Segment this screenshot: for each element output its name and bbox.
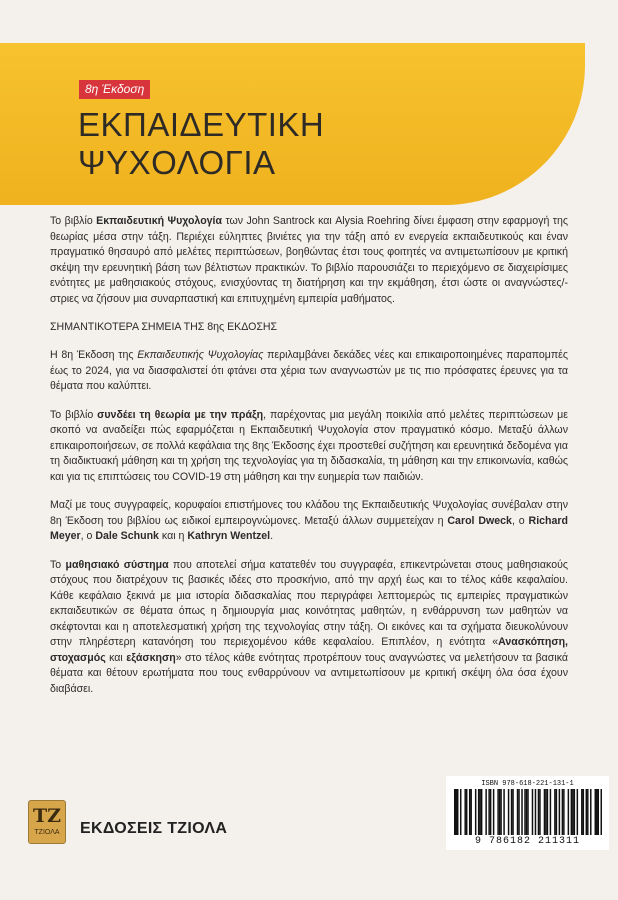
p5-text-a: Το bbox=[50, 558, 66, 571]
contributors-paragraph bbox=[50, 498, 568, 545]
edition-badge: 8η Έκδοση bbox=[79, 80, 150, 99]
ean-digits: 9 786182 211311 bbox=[474, 836, 580, 847]
p3-text-a: Το βιβλίο bbox=[50, 408, 98, 421]
contributor-wentzel: Kathryn Wentzel bbox=[187, 530, 271, 542]
p5-text-c: που αποτελεί σήμα κατατεθέν του συγγραφέα, επικεντρώνεται στους μαθησιακούς στόχους που διατρέχουν τις βασικές ιδέες στο προσκήνιο, από την αρχή έως και το τέλος κάθε κεφαλαίου. Κάθε κεφάλαιο ξεκινά με μια ιστορία διδασκαλίας που περιγράφει λεπτομερώς τις εμπειρίες πραγματικών εκπαιδευτικών σε θέματα όπως η δημιουργία μιας κοινότητας μαθητών, η ενθάρρυνση των μαθητών να σκέφτονται και η αποτελεσματική χρήση της τεχνολογίας στην τάξη. Οι εικόνες και τα σχήματα διευκολύνουν στην πληρέστερη κατανόηση του περιεχομένου κάθε κεφαλαίου. Επιπλέον, η ενότητα « bbox=[50, 558, 568, 648]
description-body bbox=[50, 214, 568, 710]
learning-system-paragraph bbox=[50, 558, 568, 698]
intro-book-title: Εκπαιδευτική Ψυχολογία bbox=[96, 215, 223, 227]
p4-text-e: , ο bbox=[80, 530, 96, 542]
p5-text-e: και bbox=[105, 651, 127, 664]
intro-text-a: Το βιβλίο bbox=[50, 215, 97, 227]
p3-text-c: , παρέχοντας μια μεγάλη ποικιλία από μελέτες περιπτώσεων με σκοπό να αναδείξει πώς εφαρμόζεται η Εκπαιδευτική Ψυχολογία στον πραγματικό κόσμο. Μεταξύ άλλων επικαιροποιήσεων, σε πολλά κεφάλαια της 8ης Έκδοσης έχει προστεθεί συζήτηση και ερευνητικά δεδομένα για τη διαδικτυακή μάθηση και τη χρήση της τεχνολογίας για τη διδασκαλία, τη μάθηση και την επικοινωνία, καθώς και για τις επιπτώσεις του COVID-19 στη μάθηση και την ευημερία των παιδιών. bbox=[50, 408, 569, 483]
p4-text-g: και η bbox=[158, 530, 188, 542]
isbn-number: ISBN 978-618-221-131-1 bbox=[481, 780, 574, 788]
p5-text-g: » στο τέλος κάθε ενότητας προτρέπουν τους αναγνώστες να μελετήσουν τα βασικά θέματα και θέτουν ερωτήματα που τους ενθαρρύνουν να αντιμετωπίσουν με κριτική σκέψη όλα όσα έχουν διαβάσει. bbox=[50, 651, 568, 695]
p3-bold-phrase: συνδέει τη θεωρία με την πράξη bbox=[97, 408, 264, 421]
barcode-bars bbox=[454, 789, 602, 835]
p4-text-c: , ο bbox=[511, 514, 529, 527]
logo-monogram: ΤΖ bbox=[32, 805, 61, 827]
book-title-line-1: ΕΚΠΑΙΔΕΥΤΙΚΗ bbox=[78, 106, 325, 143]
intro-text-c: των John Santrock και Alysia Roehring δίνει έμφαση στην εφαρμογή της θεωρίας μέσα στην τάξη. Περιέχει εύληπτες βινιέτες για την τάξη από εν ενεργεία εκπαιδευτικούς και έναν πραγματικό θησαυρό από μελέτες περιπτώσεων, βοηθώντας έτσι τους φοιτητές να αντιμετωπίσουν με κριτική σκέψη την ερευνητική βάση των βέλτιστων πρακτικών. Το βιβλίο παρουσιάζει το περιεχόμενο σε διαχειρίσιμες ενότητες με μαθησιακούς στόχους, ενισχύοντας τη διατήρηση και την εκμάθηση, έτσι ώστε οι αναγνώστες/-στριες να ζήσουν μια συναρπαστική και επιτυχημένη εμπειρία μαθήματος. bbox=[50, 215, 568, 305]
contributor-dweck: Carol Dweck bbox=[447, 514, 512, 527]
isbn-barcode bbox=[446, 776, 609, 850]
publisher-logo bbox=[28, 800, 66, 844]
intro-paragraph bbox=[50, 214, 568, 307]
logo-name: ΤΖΙΟΛΑ bbox=[34, 829, 60, 836]
p4-text-i: . bbox=[270, 530, 274, 542]
p5-bold-review: Ανασκόπηση, στοχασμός bbox=[50, 636, 568, 664]
publisher-name: ΕΚΔΟΣΕΙΣ ΤΖΙΟΛΑ bbox=[80, 820, 228, 837]
contributor-meyer: Richard Meyer bbox=[50, 514, 568, 542]
references-paragraph bbox=[50, 348, 568, 395]
p2-text-a: Η 8η Έκδοση της bbox=[50, 349, 138, 361]
p5-bold-practice: εξάσκηση bbox=[126, 651, 176, 664]
p4-text-a: Μαζί με τους συγγραφείς, κορυφαίοι επιστήμονες του κλάδου της Εκπαιδευτικής Ψυχολογίας συνέβαλαν στην 8η Έκδοση του βιβλίου ως ειδικοί εμπειρογνώμονες. Μεταξύ άλλων συμμετείχαν η bbox=[50, 499, 568, 527]
theory-practice-paragraph bbox=[50, 408, 568, 486]
p5-bold-learning-system: μαθησιακό σύστημα bbox=[65, 558, 169, 571]
p2-book-title: Εκπαιδευτικής Ψυχολογίας bbox=[137, 349, 264, 361]
book-title-line-2: ΨΥΧΟΛΟΓΙΑ bbox=[78, 144, 276, 181]
p2-text-c: περιλαμβάνει δεκάδες νέες και επικαιροποιημένες παραπομπές έως το 2024, για να διασφαλιστεί ότι φτάνει στα χέρια των αναγνωστών με τις πιο πρόσφατες έρευνες για τα θέματα που καλύπτει. bbox=[50, 349, 568, 392]
contributor-schunk: Dale Schunk bbox=[95, 530, 159, 542]
highlights-heading: ΣΗΜΑΝΤΙΚΟΤΕΡΑ ΣΗΜΕΙΑ ΤΗΣ 8ης ΕΚΔΟΣΗΣ bbox=[50, 321, 278, 333]
